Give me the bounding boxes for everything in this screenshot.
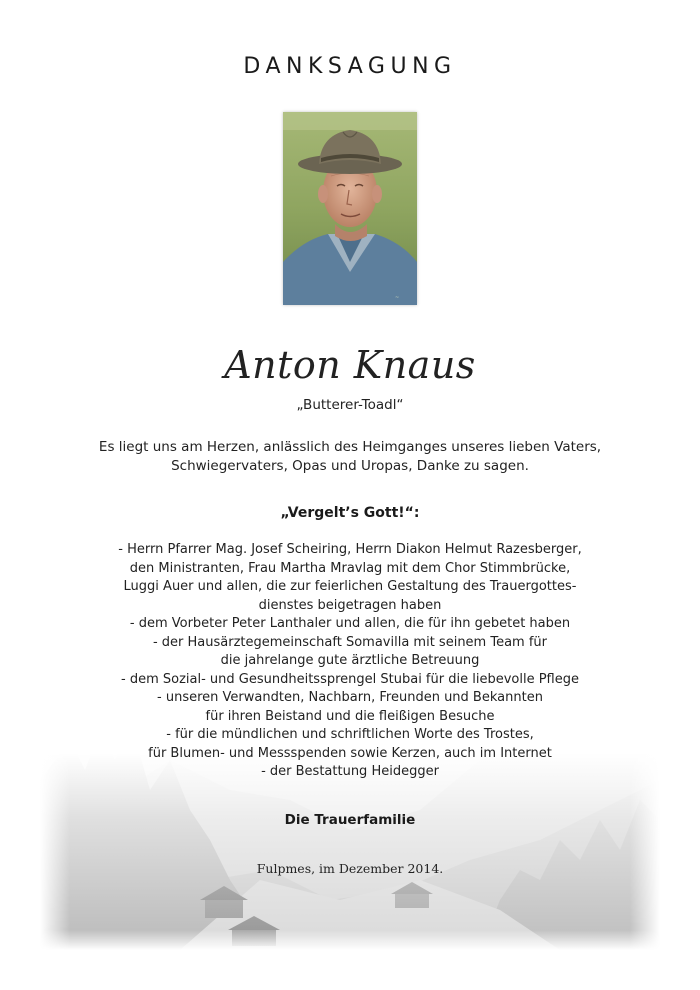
thanks-line: - der Bestattung Heidegger <box>261 764 439 779</box>
thanks-line: für Blumen- und Messspenden sowie Kerzen, auch im Internet <box>148 745 552 761</box>
intro-text <box>0 438 700 476</box>
thanks-line: dienstes beigetragen haben <box>258 597 442 613</box>
thanks-list <box>0 541 700 782</box>
thanks-line: - der Hausärztegemeinschaft Somavilla mit seinem Team für <box>152 634 548 650</box>
thanks-line: - dem Sozial- und Gesundheitssprengel Stubai für die liebevolle Pflege <box>121 671 579 687</box>
place-date: Fulpmes, im Dezember 2014. <box>256 861 444 876</box>
intro-line: Es liegt uns am Herzen, anlässlich des Heimganges unseres lieben Vaters, <box>98 439 602 455</box>
intro-line: Schwiegervaters, Opas und Uropas, Danke zu sagen. <box>171 458 529 474</box>
thanks-line: - Herrn Pfarrer Mag. Josef Scheiring, Herrn Diakon Helmut Razesberger, <box>118 542 582 557</box>
thanks-line: für ihren Beistand und die fleißigen Besuche <box>205 708 495 724</box>
thanks-title: „Vergelt’s Gott!“: <box>280 505 420 521</box>
thanks-line: - unseren Verwandten, Nachbarn, Freunden und Bekannten <box>157 690 543 705</box>
thanks-line: den Ministranten, Frau Martha Mravlag mit dem Chor Stimmbrücke, <box>129 560 571 576</box>
svg-text:~: ~ <box>395 295 400 301</box>
thanks-line: die jahrelange gute ärztliche Betreuung <box>220 653 480 668</box>
deceased-name: Anton Knaus <box>224 343 476 387</box>
signature: Die Trauerfamilie <box>284 812 416 828</box>
page-heading: DANKSAGUNG <box>243 54 457 79</box>
thanks-line: - dem Vorbeter Peter Lanthaler und allen, die für ihn gebetet haben <box>129 616 571 631</box>
thanks-line: - für die mündlichen und schriftlichen Worte des Trostes, <box>166 727 534 742</box>
thanks-line: Luggi Auer und allen, die zur feierlichen Gestaltung des Trauergottes- <box>123 579 577 594</box>
deceased-nickname: „Butterer-Toadl“ <box>296 397 404 413</box>
portrait-photo <box>283 112 417 305</box>
